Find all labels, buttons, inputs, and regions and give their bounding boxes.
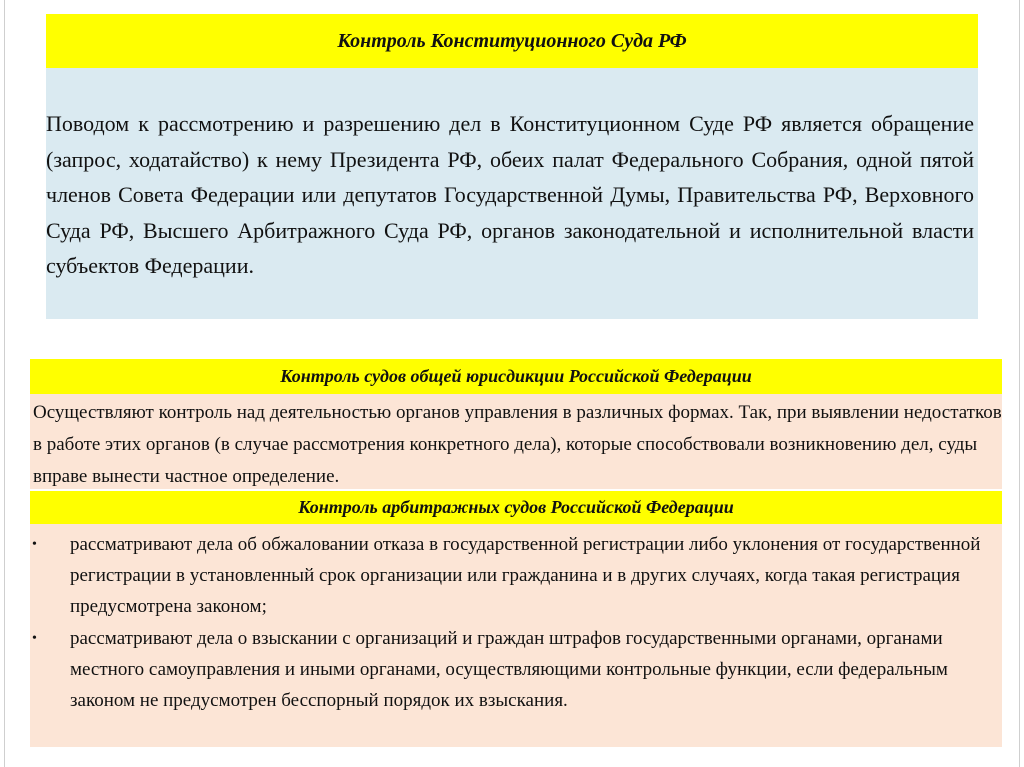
slide-right-border xyxy=(1019,0,1020,767)
arbitration-courts-list xyxy=(30,524,1002,716)
list-item-text: рассматривают дела об обжаловании отказа в государственной регистрации либо уклонения от государственной регистрации в установленный срок организации или гражданина и в других случаях, когда такая регистрация предусмотрена законом; xyxy=(70,534,981,617)
arbitration-courts-section xyxy=(30,491,1002,747)
constitutional-court-title: Контроль Конституционного Суда РФ xyxy=(46,14,978,68)
general-jurisdiction-text: Осуществляют контроль над деятельностью органов управления в различных формах. Так, при выявлении недостатков в работе этих органов (в случае рассмотрения конкретного дела), которые способствовали возникновению дел, суды вправе вынести частное определение. xyxy=(33,402,1002,487)
arbitration-courts-title: Контроль арбитражных судов Российской Федерации xyxy=(30,491,1002,524)
general-jurisdiction-section xyxy=(30,359,1002,489)
constitutional-court-text: Поводом к рассмотрению и разрешению дел в Конституционном Суде РФ является обращение (запрос, ходатайство) к нему Президента РФ, обеих палат Федерального Собрания, одной пятой членов Совета Федерации или депутатов Государственной Думы, Правительства РФ, Верховного Суда РФ, Высшего Арбитражного Суда РФ, органов законодательной и исполнительной власти субъектов Федерации. xyxy=(46,111,974,278)
list-item-text: рассматривают дела о взыскании с организаций и граждан штрафов государственными органами, органами местного самоуправления и иными органами, осуществляющими контрольные функции, если федеральным законом не предусмотрен бесспорный порядок их взыскания. xyxy=(70,628,948,711)
general-jurisdiction-title: Контроль судов общей юрисдикции Российской Федерации xyxy=(30,359,1002,394)
slide-left-border xyxy=(4,0,5,767)
bullet-icon: • xyxy=(32,537,37,552)
list-item xyxy=(30,623,1002,716)
list-item xyxy=(30,529,1002,622)
constitutional-court-section xyxy=(46,14,978,319)
bullet-icon: • xyxy=(32,631,37,646)
